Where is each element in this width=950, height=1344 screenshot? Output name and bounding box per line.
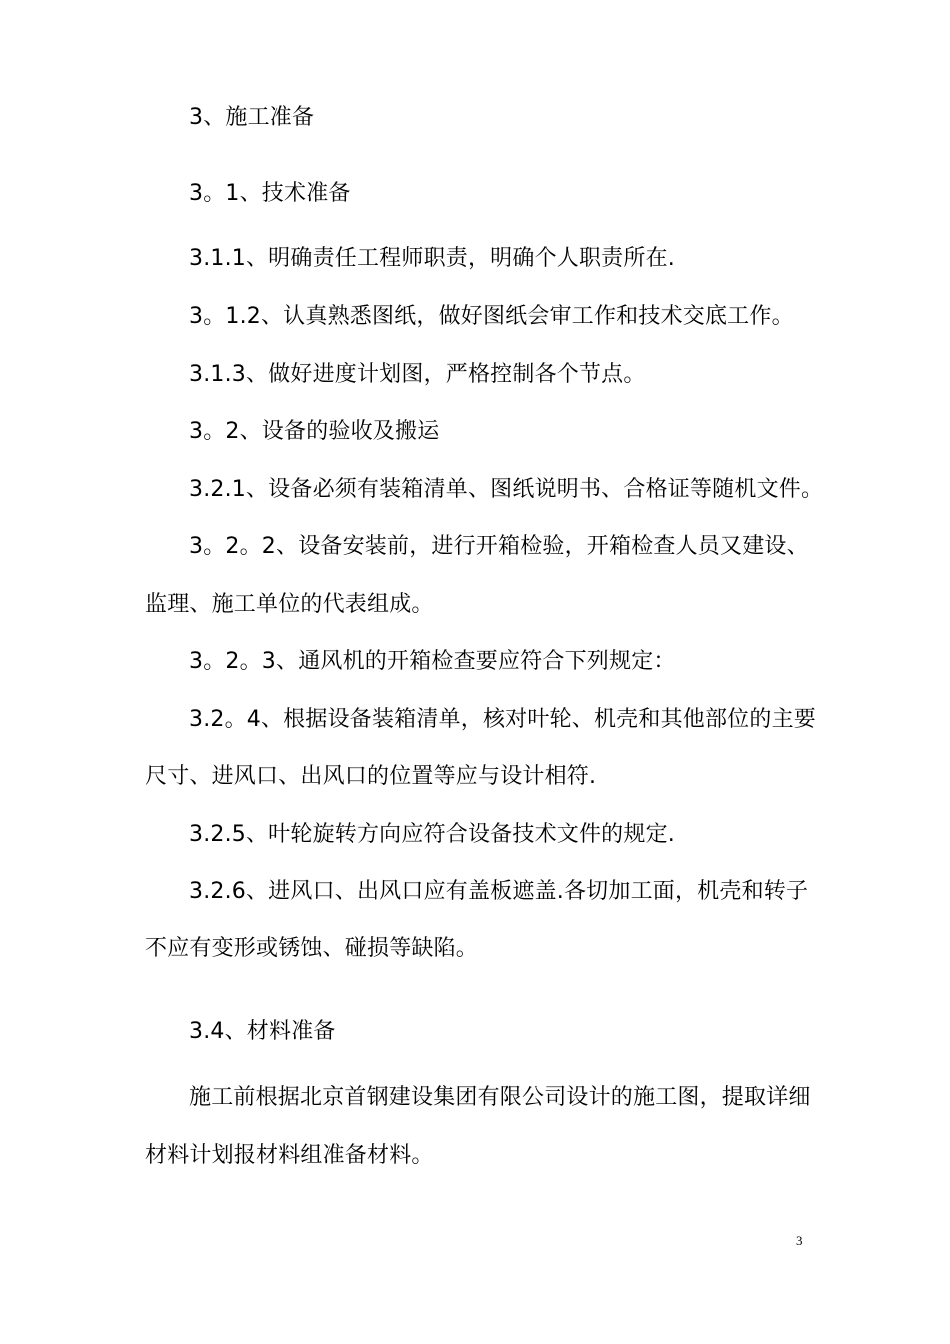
section-heading-3-4: 3.4、材料准备 [189, 1019, 336, 1044]
section-heading-3-2: 3。2、设备的验收及搬运 [189, 419, 440, 444]
section-heading-3: 3、施工准备 [189, 105, 315, 130]
section-heading-3-1: 3。1、技术准备 [189, 181, 351, 206]
paragraph-3-2-6-line1: 3.2.6、进风口、出风口应有盖板遮盖.各切加工面，机壳和转子 [189, 879, 809, 904]
page-number: 3 [796, 1233, 803, 1248]
paragraph-3-2-6-line2: 不应有变形或锈蚀、碰损等缺陷。 [145, 936, 479, 961]
paragraph-3-2-4-line1: 3.2。4、根据设备装箱清单，核对叶轮、机壳和其他部位的主要 [189, 707, 816, 732]
paragraph-3-2-5: 3.2.5、叶轮旋转方向应符合设备技术文件的规定. [189, 822, 675, 847]
paragraph-materials-line2: 材料计划报材料组准备材料。 [145, 1143, 434, 1168]
paragraph-materials-line1: 施工前根据北京首钢建设集团有限公司设计的施工图，提取详细 [189, 1085, 811, 1110]
paragraph-3-2-1: 3.2.1、设备必须有装箱清单、图纸说明书、合格证等随机文件。 [189, 477, 824, 502]
paragraph-3-1-1: 3.1.1、明确责任工程师职责，明确个人职责所在. [189, 246, 675, 271]
paragraph-3-1-3: 3.1.3、做好进度计划图，严格控制各个节点。 [189, 362, 646, 387]
paragraph-3-2-3: 3。2。3、通风机的开箱检查要应符合下列规定： [189, 649, 676, 674]
paragraph-3-2-2-line1: 3。2。2、设备安装前，进行开箱检验，开箱检查人员又建设、 [189, 534, 809, 559]
paragraph-3-2-2-line2: 监理、施工单位的代表组成。 [145, 592, 434, 617]
paragraph-3-2-4-line2: 尺寸、进风口、出风口的位置等应与设计相符. [145, 764, 597, 789]
paragraph-3-1-2: 3。1.2、认真熟悉图纸，做好图纸会审工作和技术交底工作。 [189, 304, 794, 329]
